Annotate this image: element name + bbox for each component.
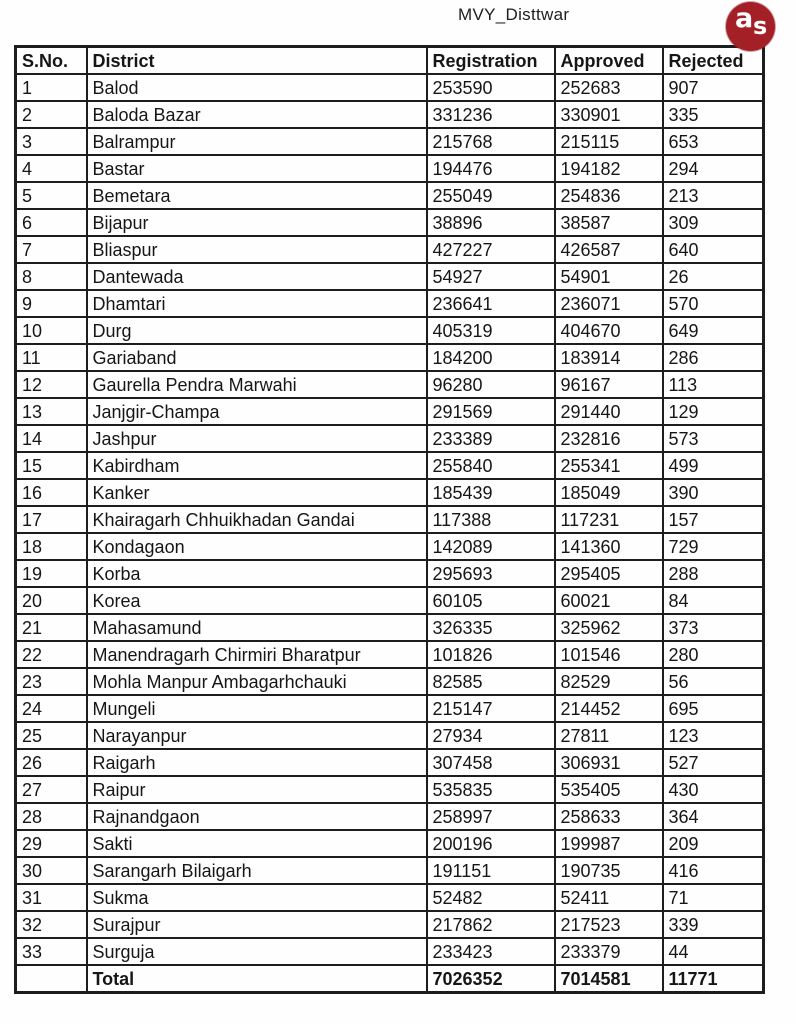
cell-rejected: 527	[663, 749, 764, 776]
cell-sno: 1	[16, 74, 87, 101]
cell-registration: 427227	[427, 236, 555, 263]
cell-registration: 200196	[427, 830, 555, 857]
cell-registration: 82585	[427, 668, 555, 695]
cell-approved: 232816	[555, 425, 663, 452]
cell-district: Khairagarh Chhuikhadan Gandai	[87, 506, 427, 533]
cell-district: Surajpur	[87, 911, 427, 938]
cell-registration: 117388	[427, 506, 555, 533]
table-row	[16, 344, 764, 371]
cell-sno: 9	[16, 290, 87, 317]
cell-rejected: 373	[663, 614, 764, 641]
cell-registration: 233389	[427, 425, 555, 452]
table-row	[16, 236, 764, 263]
cell-approved: 215115	[555, 128, 663, 155]
header-district: District	[87, 47, 427, 75]
cell-approved: 60021	[555, 587, 663, 614]
cell-sno: 14	[16, 425, 87, 452]
cell-registration: 191151	[427, 857, 555, 884]
cell-approved: 236071	[555, 290, 663, 317]
cell-registration: 255049	[427, 182, 555, 209]
cell-district: Balrampur	[87, 128, 427, 155]
table-row	[16, 371, 764, 398]
cell-rejected: 640	[663, 236, 764, 263]
cell-rejected: 84	[663, 587, 764, 614]
cell-district: Mungeli	[87, 695, 427, 722]
cell-registration: 54927	[427, 263, 555, 290]
cell-approved: 183914	[555, 344, 663, 371]
cell-rejected: 390	[663, 479, 764, 506]
cell-district: Baloda Bazar	[87, 101, 427, 128]
table-row	[16, 668, 764, 695]
cell-sno: 25	[16, 722, 87, 749]
table-row	[16, 587, 764, 614]
table-row	[16, 533, 764, 560]
cell-rejected: 499	[663, 452, 764, 479]
cell-approved: 426587	[555, 236, 663, 263]
total-approved-cell: 7014581	[555, 965, 663, 993]
cell-registration: 331236	[427, 101, 555, 128]
cell-rejected: 286	[663, 344, 764, 371]
cell-sno: 19	[16, 560, 87, 587]
cell-registration: 101826	[427, 641, 555, 668]
cell-district: Durg	[87, 317, 427, 344]
cell-district: Sakti	[87, 830, 427, 857]
table-row	[16, 452, 764, 479]
cell-sno: 21	[16, 614, 87, 641]
cell-sno: 5	[16, 182, 87, 209]
cell-sno: 32	[16, 911, 87, 938]
cell-district: Bijapur	[87, 209, 427, 236]
table-row	[16, 128, 764, 155]
cell-rejected: 364	[663, 803, 764, 830]
cell-rejected: 157	[663, 506, 764, 533]
cell-district: Manendragarh Chirmiri Bharatpur	[87, 641, 427, 668]
cell-district: Mahasamund	[87, 614, 427, 641]
cell-sno: 11	[16, 344, 87, 371]
cell-district: Kabirdham	[87, 452, 427, 479]
total-registration-cell: 7026352	[427, 965, 555, 993]
cell-rejected: 309	[663, 209, 764, 236]
cell-rejected: 113	[663, 371, 764, 398]
cell-district: Balod	[87, 74, 427, 101]
cell-registration: 60105	[427, 587, 555, 614]
cell-registration: 142089	[427, 533, 555, 560]
cell-sno: 17	[16, 506, 87, 533]
cell-approved: 295405	[555, 560, 663, 587]
cell-rejected: 294	[663, 155, 764, 182]
cell-registration: 233423	[427, 938, 555, 965]
cell-registration: 185439	[427, 479, 555, 506]
cell-registration: 52482	[427, 884, 555, 911]
cell-approved: 325962	[555, 614, 663, 641]
cell-registration: 307458	[427, 749, 555, 776]
table-row	[16, 263, 764, 290]
brand-logo-icon	[726, 2, 775, 51]
cell-rejected: 430	[663, 776, 764, 803]
cell-approved: 27811	[555, 722, 663, 749]
cell-registration: 326335	[427, 614, 555, 641]
cell-sno: 22	[16, 641, 87, 668]
cell-rejected: 71	[663, 884, 764, 911]
total-rejected-cell: 11771	[663, 965, 764, 993]
table-row	[16, 695, 764, 722]
cell-sno: 12	[16, 371, 87, 398]
cell-approved: 101546	[555, 641, 663, 668]
header-sno: S.No.	[16, 47, 87, 75]
cell-approved: 141360	[555, 533, 663, 560]
table-row	[16, 911, 764, 938]
cell-sno: 30	[16, 857, 87, 884]
cell-approved: 255341	[555, 452, 663, 479]
cell-rejected: 26	[663, 263, 764, 290]
cell-rejected: 209	[663, 830, 764, 857]
cell-approved: 330901	[555, 101, 663, 128]
cell-approved: 252683	[555, 74, 663, 101]
cell-approved: 117231	[555, 506, 663, 533]
header-registration: Registration	[427, 47, 555, 75]
cell-rejected: 129	[663, 398, 764, 425]
cell-approved: 535405	[555, 776, 663, 803]
table-row	[16, 938, 764, 965]
cell-registration: 535835	[427, 776, 555, 803]
table-row	[16, 560, 764, 587]
cell-registration: 27934	[427, 722, 555, 749]
cell-rejected: 213	[663, 182, 764, 209]
cell-sno: 7	[16, 236, 87, 263]
cell-rejected: 649	[663, 317, 764, 344]
cell-sno: 29	[16, 830, 87, 857]
cell-rejected: 339	[663, 911, 764, 938]
table-row	[16, 209, 764, 236]
cell-district: Gariaband	[87, 344, 427, 371]
cell-rejected: 123	[663, 722, 764, 749]
cell-district: Dhamtari	[87, 290, 427, 317]
cell-registration: 295693	[427, 560, 555, 587]
cell-sno: 13	[16, 398, 87, 425]
cell-registration: 194476	[427, 155, 555, 182]
cell-approved: 291440	[555, 398, 663, 425]
cell-sno: 3	[16, 128, 87, 155]
cell-rejected: 653	[663, 128, 764, 155]
cell-sno: 31	[16, 884, 87, 911]
cell-approved: 185049	[555, 479, 663, 506]
cell-rejected: 280	[663, 641, 764, 668]
cell-registration: 253590	[427, 74, 555, 101]
cell-district: Sukma	[87, 884, 427, 911]
cell-approved: 82529	[555, 668, 663, 695]
table-row	[16, 317, 764, 344]
cell-district: Rajnandgaon	[87, 803, 427, 830]
cell-sno: 33	[16, 938, 87, 965]
cell-approved: 214452	[555, 695, 663, 722]
cell-sno: 16	[16, 479, 87, 506]
cell-rejected: 44	[663, 938, 764, 965]
cell-approved: 54901	[555, 263, 663, 290]
cell-rejected: 335	[663, 101, 764, 128]
table-row	[16, 776, 764, 803]
header-approved: Approved	[555, 47, 663, 75]
cell-approved: 258633	[555, 803, 663, 830]
cell-approved: 233379	[555, 938, 663, 965]
cell-district: Raigarh	[87, 749, 427, 776]
table-row	[16, 749, 764, 776]
cell-district: Bastar	[87, 155, 427, 182]
table-row	[16, 506, 764, 533]
total-row	[16, 965, 764, 993]
table-row	[16, 722, 764, 749]
cell-sno: 28	[16, 803, 87, 830]
logo-letter-s: s	[753, 12, 768, 40]
table-row	[16, 398, 764, 425]
cell-registration: 405319	[427, 317, 555, 344]
table-row	[16, 155, 764, 182]
cell-district: Kondagaon	[87, 533, 427, 560]
cell-rejected: 416	[663, 857, 764, 884]
table-header-row	[16, 47, 764, 75]
total-label-cell: Total	[87, 965, 427, 993]
table-row	[16, 884, 764, 911]
page-title: MVY_Disttwar	[458, 5, 570, 24]
table-row	[16, 290, 764, 317]
table-row	[16, 614, 764, 641]
cell-registration: 258997	[427, 803, 555, 830]
table-row	[16, 182, 764, 209]
table-body	[16, 74, 764, 965]
header-rejected: Rejected	[663, 47, 764, 75]
cell-approved: 404670	[555, 317, 663, 344]
cell-sno: 26	[16, 749, 87, 776]
table-row	[16, 74, 764, 101]
cell-approved: 96167	[555, 371, 663, 398]
cell-rejected: 729	[663, 533, 764, 560]
cell-approved: 199987	[555, 830, 663, 857]
cell-district: Sarangarh Bilaigarh	[87, 857, 427, 884]
cell-district: Bemetara	[87, 182, 427, 209]
cell-registration: 215147	[427, 695, 555, 722]
cell-sno: 4	[16, 155, 87, 182]
table-row	[16, 857, 764, 884]
cell-rejected: 695	[663, 695, 764, 722]
table-row	[16, 830, 764, 857]
cell-sno: 8	[16, 263, 87, 290]
table-row	[16, 803, 764, 830]
cell-sno: 27	[16, 776, 87, 803]
table-row	[16, 101, 764, 128]
cell-sno: 18	[16, 533, 87, 560]
cell-registration: 255840	[427, 452, 555, 479]
cell-rejected: 570	[663, 290, 764, 317]
cell-registration: 236641	[427, 290, 555, 317]
cell-sno: 15	[16, 452, 87, 479]
cell-rejected: 288	[663, 560, 764, 587]
table-row	[16, 479, 764, 506]
cell-approved: 254836	[555, 182, 663, 209]
cell-rejected: 56	[663, 668, 764, 695]
cell-rejected: 573	[663, 425, 764, 452]
cell-district: Bliaspur	[87, 236, 427, 263]
cell-sno: 2	[16, 101, 87, 128]
cell-registration: 96280	[427, 371, 555, 398]
cell-district: Surguja	[87, 938, 427, 965]
cell-approved: 38587	[555, 209, 663, 236]
total-sno-cell	[16, 965, 87, 993]
cell-district: Gaurella Pendra Marwahi	[87, 371, 427, 398]
cell-approved: 306931	[555, 749, 663, 776]
cell-registration: 38896	[427, 209, 555, 236]
district-data-table	[14, 45, 765, 994]
cell-approved: 190735	[555, 857, 663, 884]
cell-approved: 194182	[555, 155, 663, 182]
cell-district: Jashpur	[87, 425, 427, 452]
cell-district: Korea	[87, 587, 427, 614]
table-row	[16, 641, 764, 668]
cell-sno: 6	[16, 209, 87, 236]
cell-district: Kanker	[87, 479, 427, 506]
cell-registration: 291569	[427, 398, 555, 425]
cell-registration: 184200	[427, 344, 555, 371]
cell-district: Raipur	[87, 776, 427, 803]
cell-district: Mohla Manpur Ambagarhchauki	[87, 668, 427, 695]
cell-district: Korba	[87, 560, 427, 587]
cell-district: Narayanpur	[87, 722, 427, 749]
cell-sno: 10	[16, 317, 87, 344]
cell-sno: 24	[16, 695, 87, 722]
cell-sno: 23	[16, 668, 87, 695]
logo-letter-a: a	[735, 3, 754, 34]
cell-registration: 217862	[427, 911, 555, 938]
cell-approved: 52411	[555, 884, 663, 911]
cell-district: Janjgir-Champa	[87, 398, 427, 425]
cell-district: Dantewada	[87, 263, 427, 290]
cell-approved: 217523	[555, 911, 663, 938]
table-row	[16, 425, 764, 452]
cell-registration: 215768	[427, 128, 555, 155]
cell-rejected: 907	[663, 74, 764, 101]
cell-sno: 20	[16, 587, 87, 614]
